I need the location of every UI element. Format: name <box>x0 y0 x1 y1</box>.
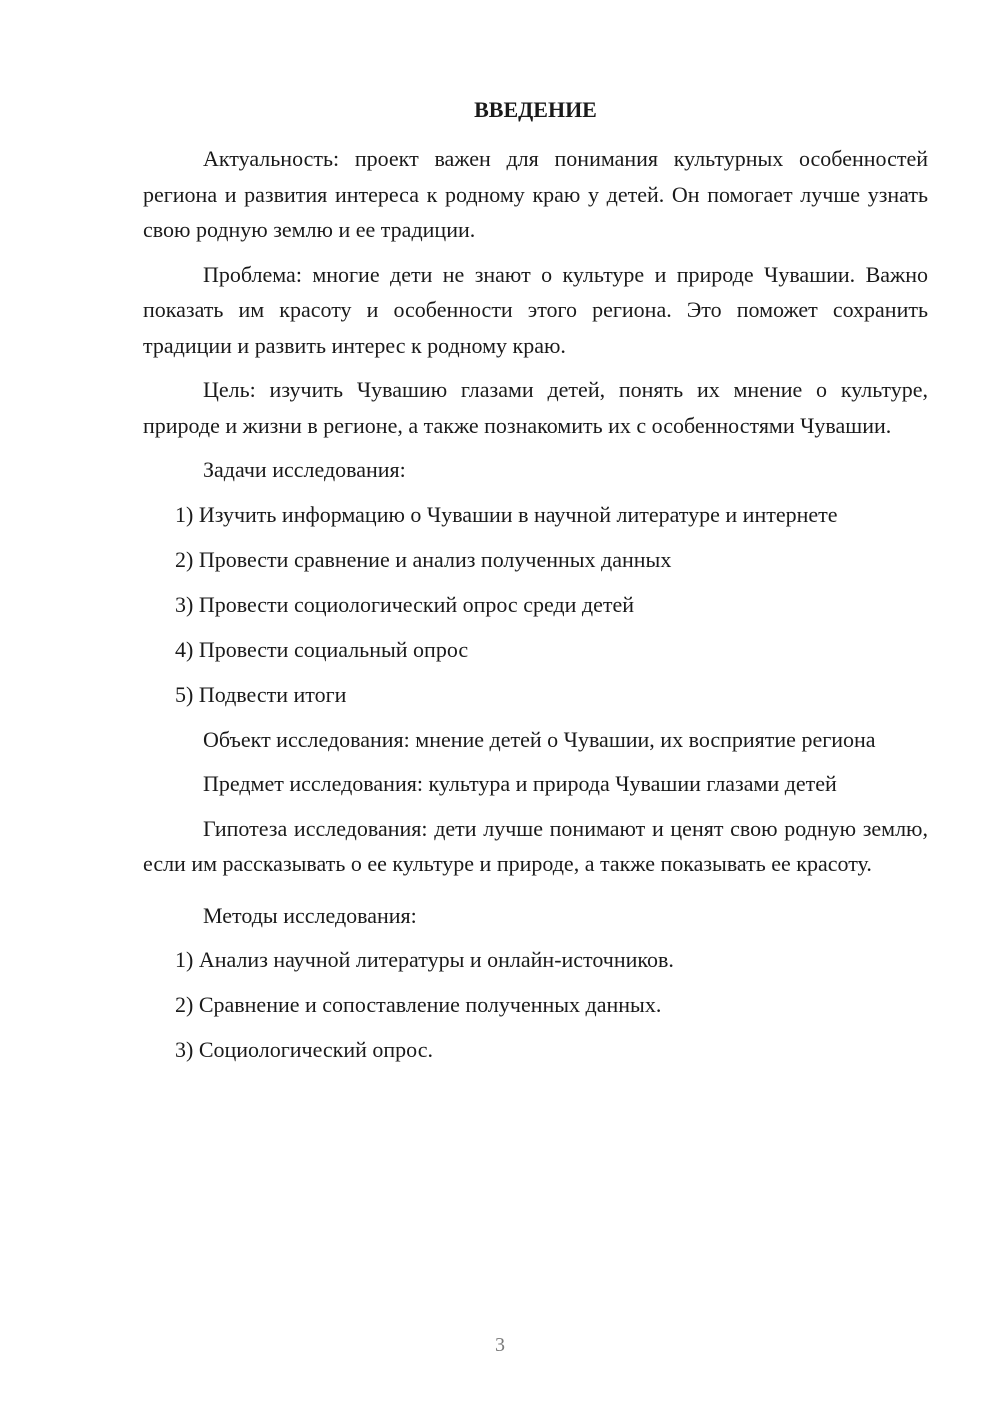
tasks-heading: Задачи исследования: <box>203 457 406 482</box>
list-item: 2) Сравнение и сопоставление полученных данных. <box>175 992 662 1017</box>
hypothesis-paragraph: Гипотеза исследования: дети лучше понимают и ценят свою родную землю, если им рассказывать о ее культуре и природе, а также показывать ее красоту. <box>143 815 928 876</box>
list-item: 3) Социологический опрос. <box>175 1037 433 1062</box>
tasks-list <box>143 497 928 713</box>
page-content <box>143 94 928 1077</box>
list-item: 3) Провести социологический опрос среди детей <box>175 591 635 617</box>
methods-list <box>143 942 928 1068</box>
problem-paragraph: Проблема: многие дети не знают о культуре и природе Чувашии. Важно показать им красоту и особенности этого региона. Это поможет сохранить традиции и развить интерес к родному краю. <box>143 261 928 358</box>
subject-paragraph: Предмет исследования: культура и природа Чувашии глазами детей <box>203 771 837 796</box>
list-item: 1) Анализ научной литературы и онлайн-источников. <box>175 947 674 972</box>
relevance-paragraph: Актуальность: проект важен для понимания культурных особенностей региона и развития интереса к родному краю у детей. Он помогает лучше узнать свою родную землю и ее традиции. <box>143 146 928 242</box>
list-item: 2) Провести сравнение и анализ полученных данных <box>175 546 672 572</box>
list-item: 5) Подвести итоги <box>175 681 347 707</box>
page-number: 3 <box>495 1334 505 1356</box>
methods-heading: Методы исследования: <box>203 902 417 928</box>
object-paragraph: Объект исследования: мнение детей о Чувашии, их восприятие региона <box>203 726 876 752</box>
goal-paragraph: Цель: изучить Чувашию глазами детей, понять их мнение о культуре, природе и жизни в регионе, а также познакомить их с особенностями Чувашии. <box>143 377 928 438</box>
list-item: 1) Изучить информацию о Чувашии в научной литературе и интернете <box>175 501 838 527</box>
list-item: 4) Провести социальный опрос <box>175 636 469 662</box>
section-title: ВВЕДЕНИЕ <box>474 97 597 122</box>
